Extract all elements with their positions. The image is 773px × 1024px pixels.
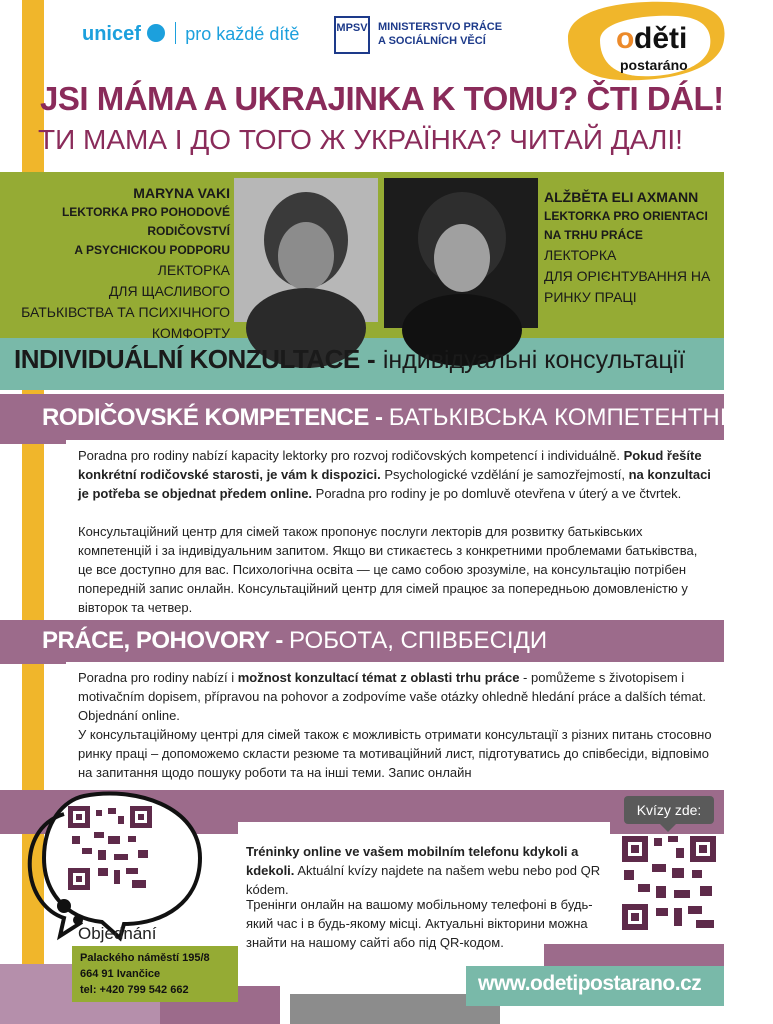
section2-text-cz: Poradna pro rodiny nabízí i možnost konzultací témat z oblasti trhu práce - pomůžeme s životopisem i motivačním dopisem, přípravou na pohovor a zodpovíme vaše otázky ohledně hledání práce a dalších témat. Objednání online. bbox=[78, 670, 706, 723]
section2-title: PRÁCE, POHOVORY - РОБОТА, СПІВБЕСІДИ bbox=[42, 627, 548, 654]
unicef-tagline: pro každé dítě bbox=[185, 24, 300, 44]
section1-text-ua: Консультаційний центр для сімей також пропонує послуги лекторів для розвитку батьківських компетенцій і за індивідуальним запитом. Якщо ви стикаєтесь з конкретними проблемами батьківства, це все доступно для вас. Психологічна освіта — це само собою зрозуміле, на консультацію потрібен попередній запис онлайн. Консультаційний центр для сімей працює за попередньою домовленістю у вівторок та четвер. bbox=[78, 524, 698, 615]
training-text-cz: Tréninky online ve vašem mobilním telefonu kdykoli a kdekoli. Aktuální kvízy najdete na našem webu nebo pod QR kódem. bbox=[246, 844, 601, 897]
lecturer-right-name: ALŽBĚTA ELI AXMANN bbox=[544, 189, 699, 205]
lecturer-right-photo bbox=[384, 178, 538, 328]
logo-deti: děti bbox=[634, 22, 688, 55]
chat-bubbles-icon bbox=[24, 786, 206, 944]
title-ukrainian: ТИ МАМА І ДО ТОГО Ж УКРАЇНКА? ЧИТАЙ ДАЛІ! bbox=[38, 124, 683, 155]
unicef-globe-icon bbox=[147, 24, 165, 42]
logo-postarano: postaráno bbox=[620, 57, 688, 73]
lecturer-left-name: MARYNA VAKI bbox=[133, 185, 230, 201]
section1-title: RODIČOVSKÉ KOMPETENCE - БАТЬКІВСЬКА КОМПЕТЕНТНІСТЬ bbox=[42, 404, 773, 431]
unicef-wordmark: unicef bbox=[82, 23, 141, 45]
objednani-label: Objednání bbox=[78, 924, 157, 943]
section1-text-cz: Poradna pro rodiny nabízí kapacity lektorky pro rozvoj rodičovských kompetencí i individuálně. Pokud řešíte konkrétní rodičovské starosti, je vám k dispozici. Psychologické vzdělání je samozřejmostí, na konzultaci je potřeba se objednat předem online. Poradna pro rodiny je po domluvě otevřena v úterý a ve čtvrtek. bbox=[78, 448, 711, 501]
consultation-heading: INDIVIDUÁLNÍ KONZULTACE - індивідуальні консультації bbox=[14, 344, 686, 374]
lecturer-right-text: ALŽBĚTA ELI AXMANN LEKTORKA PRO ORIENTACI NA TRHU PRÁCE ЛЕКТОРКА ДЛЯ ОРІЄНТУВАННЯ НА РИНКУ ПРАЦІ bbox=[544, 188, 724, 308]
section2-text-ua: У консультаційному центрі для сімей також є можливість отримати консультації з різних питань стосовно ринку праці – допоможемо скласти резюме та мотиваційний лист, підготуватись до співбесіди, відповімо на запитання щодо пошуку роботи та на інші теми. Запис онлайн bbox=[78, 727, 712, 780]
mpsv-logo: MPSV bbox=[334, 16, 370, 54]
lecturer-left-text: MARYNA VAKI LEKTORKA PRO POHODOVÉ RODIČOVSTVÍ A PSYCHICKOU PODPORU ЛЕКТОРКА ДЛЯ ЩАСЛИВОГО БАТЬКІВСТВА ТА ПСИХІЧНОГО КОМФОРТУ bbox=[0, 184, 230, 344]
title-czech: JSI MÁMA A UKRAJINKA K TOMU? ČTI DÁL! bbox=[40, 80, 724, 117]
booking-qr-code bbox=[68, 806, 152, 890]
logo-o: o bbox=[616, 22, 635, 55]
website-link[interactable]: www.odetipostarano.cz bbox=[478, 972, 702, 995]
quiz-qr-code[interactable] bbox=[620, 834, 718, 932]
kvizy-label: Kvízy zde: bbox=[624, 796, 714, 824]
lecturer-left-photo bbox=[234, 178, 378, 322]
address-box: Palackého náměstí 195/8 664 91 Ivančice tel: +420 799 542 662 bbox=[72, 946, 238, 1002]
mpsv-name: MINISTERSTVO PRÁCE A SOCIÁLNÍCH VĚCÍ bbox=[378, 21, 503, 47]
training-text-ua: Тренінги онлайн на вашому мобільному телефоні в будь-який час і в будь-якому місці. Актуальні вікторини можна знайти на нашому сайті або під QR-кодом. bbox=[246, 897, 593, 950]
unicef-logo bbox=[82, 22, 299, 46]
